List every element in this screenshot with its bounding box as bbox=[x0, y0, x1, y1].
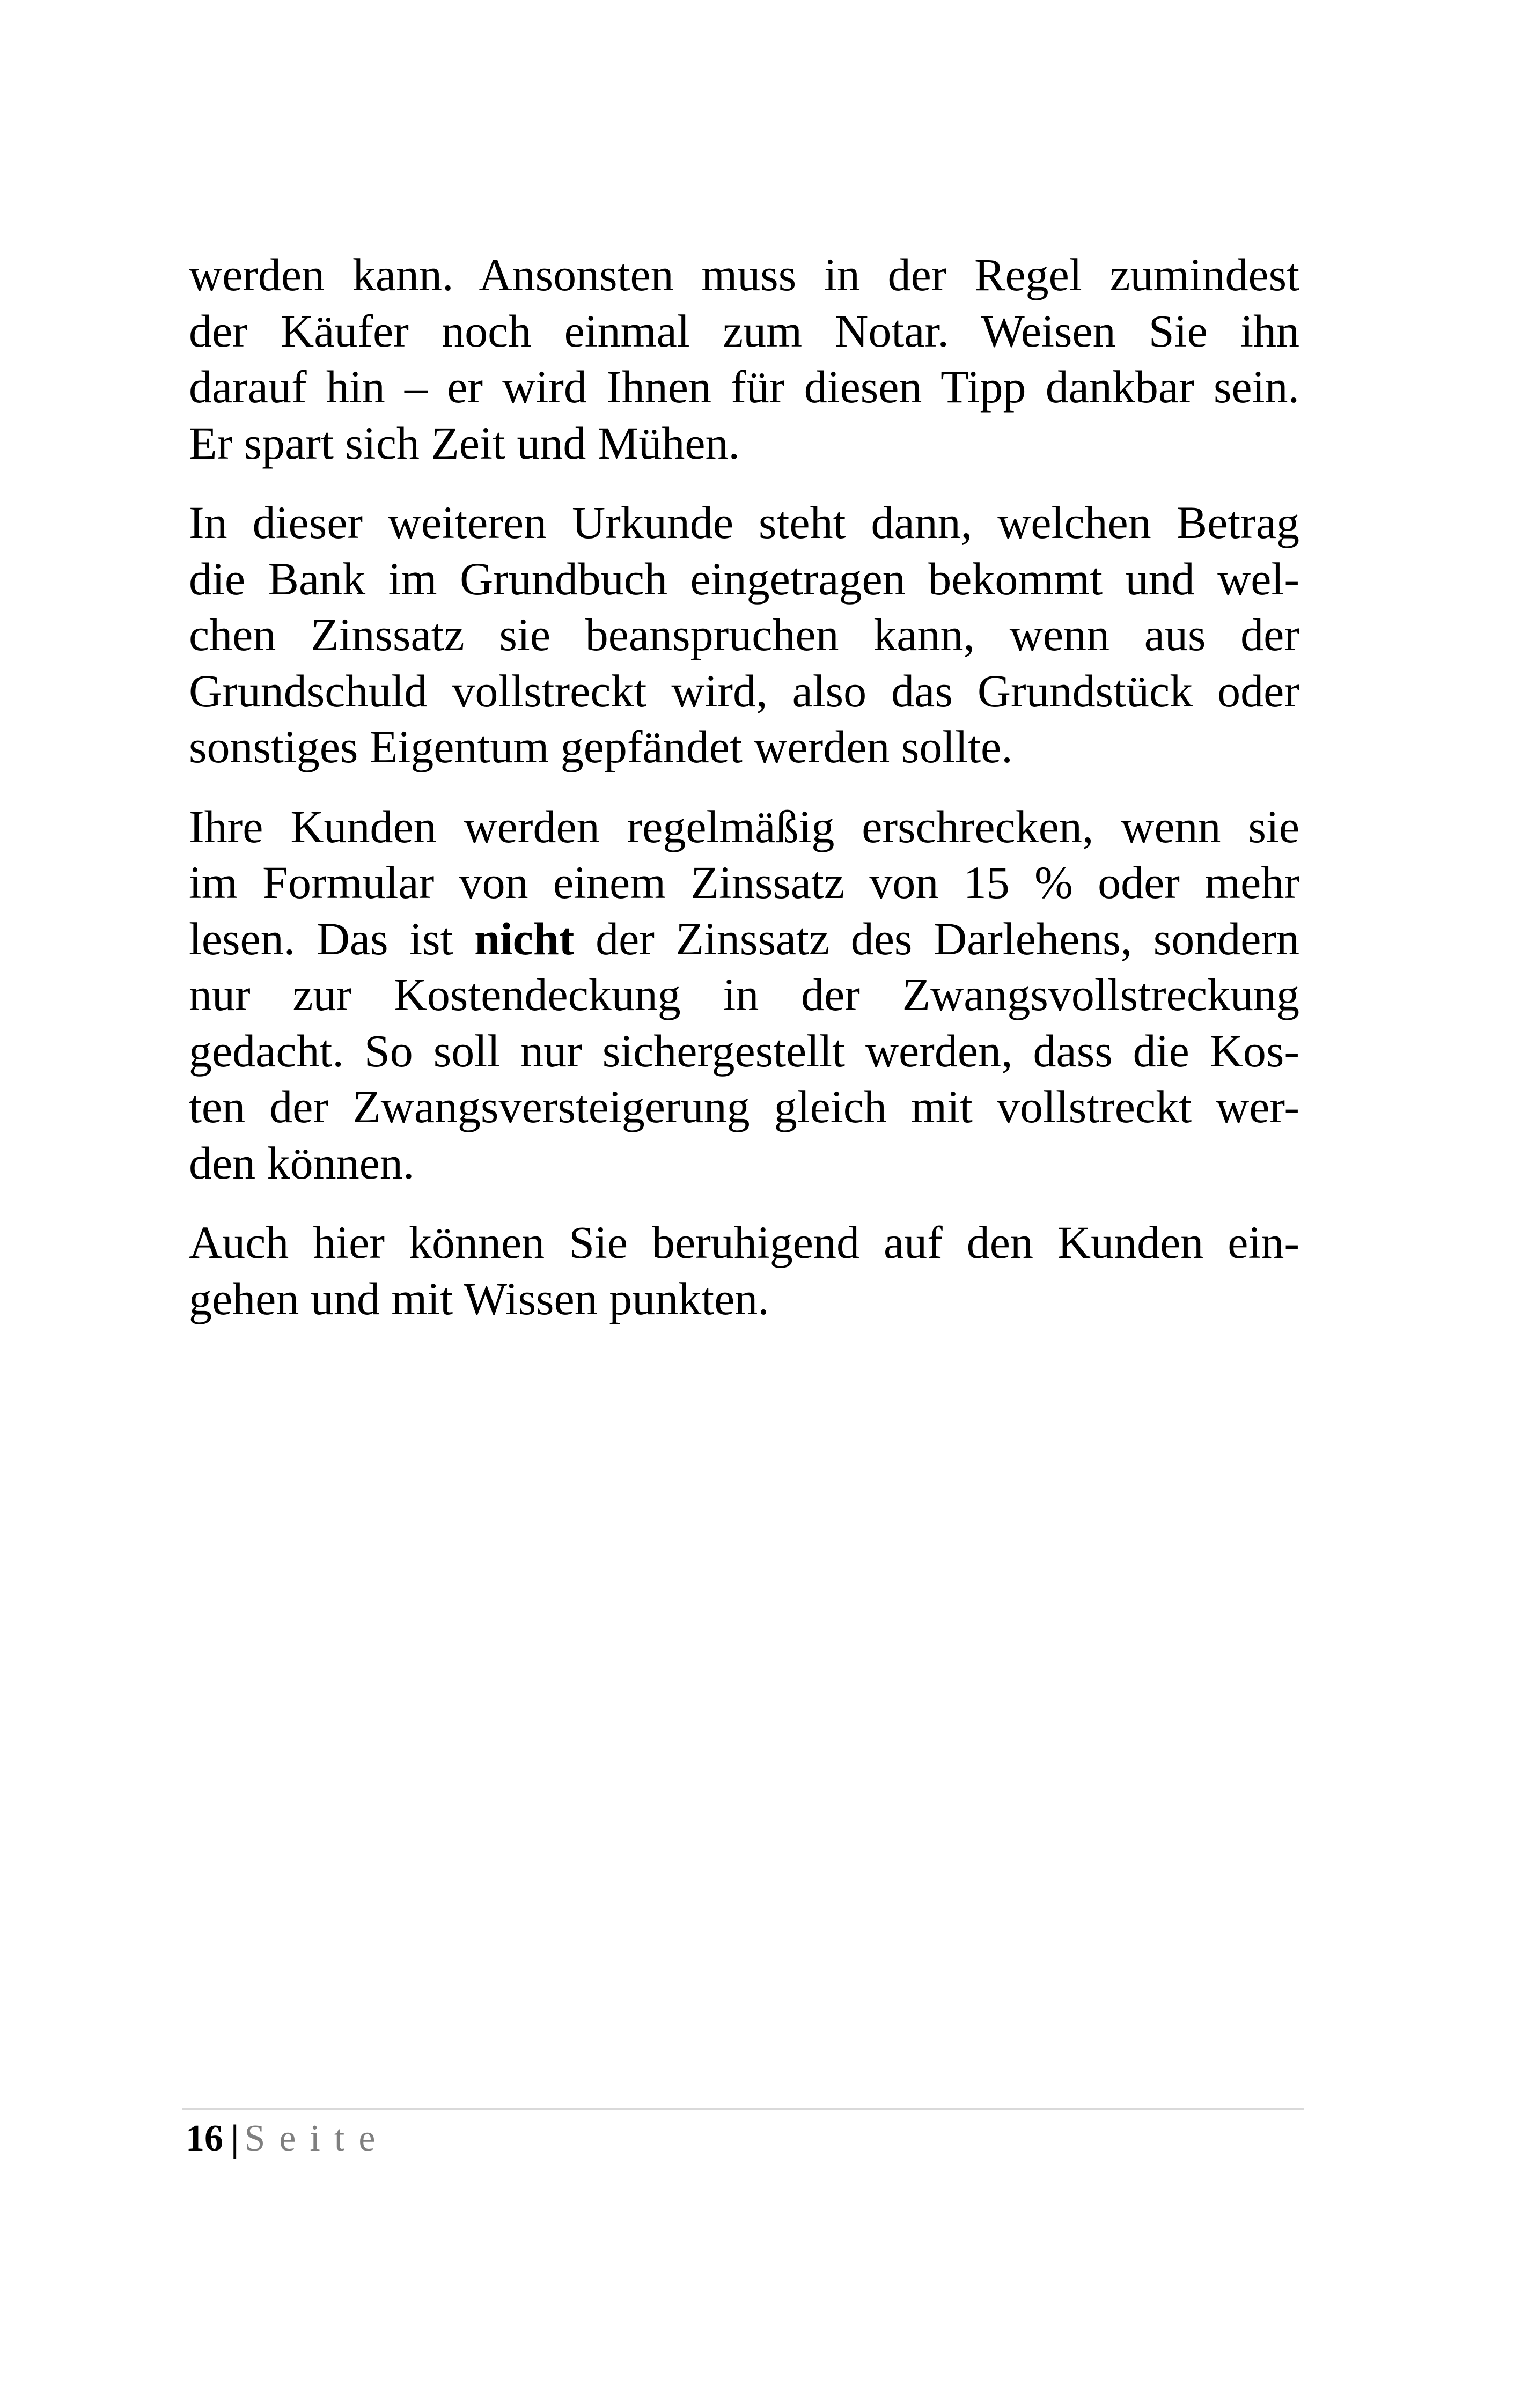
text-line: der Käufer noch einmal zum Notar. Weisen Sie ihn bbox=[189, 305, 1299, 357]
paragraph-2 bbox=[189, 495, 1299, 775]
text-line: In dieser weiteren Urkunde steht dann, welchen Betrag bbox=[189, 497, 1299, 548]
paragraph-1 bbox=[189, 247, 1299, 471]
text-line: nur zur Kostendeckung in der Zwangsvollstreckung bbox=[189, 969, 1299, 1020]
paragraph-4 bbox=[189, 1214, 1299, 1327]
text-line: Grundschuld vollstreckt wird, also das Grundstück oder bbox=[189, 665, 1299, 717]
text-line: chen Zinssatz sie beanspruchen kann, wenn aus der bbox=[189, 609, 1299, 660]
text-line: den können. bbox=[189, 1137, 415, 1189]
text-line: Auch hier können Sie beruhigend auf den Kunden ein- bbox=[189, 1217, 1299, 1268]
footer-divider bbox=[182, 2108, 1304, 2110]
text-line: Ihre Kunden werden regelmäßig erschrecken, wenn sie bbox=[189, 800, 1299, 852]
page-word: Seite bbox=[244, 2118, 390, 2159]
text-line-with-emphasis bbox=[189, 911, 1299, 967]
text-line: werden kann. Ansonsten muss in der Regel zumindest bbox=[189, 249, 1299, 300]
body-text bbox=[189, 247, 1299, 1350]
text-line: die Bank im Grundbuch eingetragen bekommt und wel- bbox=[189, 553, 1299, 605]
text-segment: lesen. Das ist bbox=[189, 912, 475, 964]
text-line: ten der Zwangsversteigerung gleich mit vollstreckt wer- bbox=[189, 1081, 1299, 1132]
footer-separator: | bbox=[231, 2118, 239, 2159]
emphasis-nicht: nicht bbox=[474, 912, 575, 964]
text-line: gehen und mit Wissen punkten. bbox=[189, 1272, 769, 1324]
text-segment: der Zinssatz des Darlehens, sondern bbox=[574, 912, 1299, 964]
paragraph-3 bbox=[189, 799, 1299, 1191]
page-footer bbox=[186, 2115, 389, 2163]
text-line: Er spart sich Zeit und Mühen. bbox=[189, 417, 740, 469]
text-line: sonstiges Eigentum gepfändet werden sollte. bbox=[189, 721, 1013, 772]
text-line: im Formular von einem Zinssatz von 15 % oder mehr bbox=[189, 857, 1299, 908]
page-number: 16 bbox=[186, 2118, 223, 2159]
text-line: darauf hin – er wird Ihnen für diesen Tipp dankbar sein. bbox=[189, 361, 1299, 413]
text-line: gedacht. So soll nur sichergestellt werden, dass die Kos- bbox=[189, 1025, 1299, 1077]
